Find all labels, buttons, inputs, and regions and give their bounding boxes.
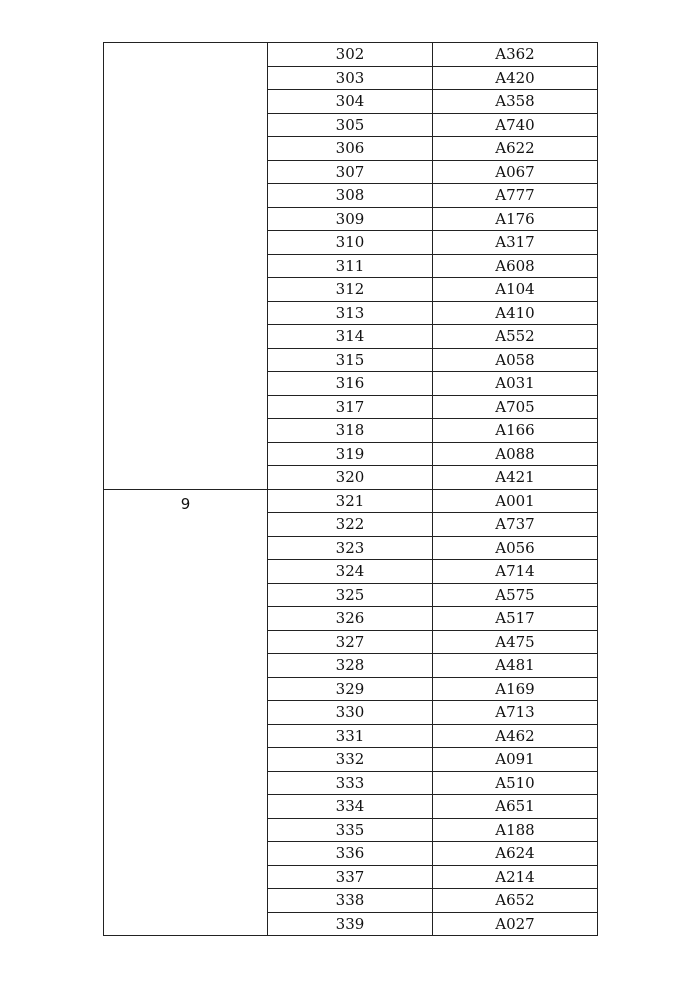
code-cell: A475 xyxy=(433,630,598,654)
sequence-number-cell: 338 xyxy=(268,889,433,913)
code-cell: A214 xyxy=(433,865,598,889)
sequence-number-cell: 316 xyxy=(268,372,433,396)
sequence-number-cell: 318 xyxy=(268,419,433,443)
sequence-number-cell: 336 xyxy=(268,842,433,866)
group-number-cell xyxy=(104,43,268,490)
code-cell: A510 xyxy=(433,771,598,795)
group-number-cell: 9 xyxy=(104,489,268,936)
code-cell: A091 xyxy=(433,748,598,772)
table-row xyxy=(104,489,598,513)
sequence-number-cell: 312 xyxy=(268,278,433,302)
sequence-number-cell: 326 xyxy=(268,607,433,631)
sequence-number-cell: 333 xyxy=(268,771,433,795)
code-cell: A552 xyxy=(433,325,598,349)
sequence-number-cell: 334 xyxy=(268,795,433,819)
code-cell: A056 xyxy=(433,536,598,560)
sequence-number-cell: 320 xyxy=(268,466,433,490)
sequence-number-cell: 323 xyxy=(268,536,433,560)
code-cell: A421 xyxy=(433,466,598,490)
code-cell: A001 xyxy=(433,489,598,513)
code-cell: A420 xyxy=(433,66,598,90)
assignment-table xyxy=(103,42,598,936)
sequence-number-cell: 306 xyxy=(268,137,433,161)
sequence-number-cell: 324 xyxy=(268,560,433,584)
code-cell: A575 xyxy=(433,583,598,607)
table-row xyxy=(104,43,598,67)
code-cell: A608 xyxy=(433,254,598,278)
sequence-number-cell: 313 xyxy=(268,301,433,325)
sequence-number-cell: 331 xyxy=(268,724,433,748)
sequence-number-cell: 328 xyxy=(268,654,433,678)
code-cell: A067 xyxy=(433,160,598,184)
code-cell: A740 xyxy=(433,113,598,137)
sequence-number-cell: 317 xyxy=(268,395,433,419)
code-cell: A358 xyxy=(433,90,598,114)
sequence-number-cell: 329 xyxy=(268,677,433,701)
code-cell: A188 xyxy=(433,818,598,842)
sequence-number-cell: 339 xyxy=(268,912,433,936)
code-cell: A462 xyxy=(433,724,598,748)
sequence-number-cell: 302 xyxy=(268,43,433,67)
code-cell: A651 xyxy=(433,795,598,819)
code-cell: A777 xyxy=(433,184,598,208)
sequence-number-cell: 330 xyxy=(268,701,433,725)
code-cell: A169 xyxy=(433,677,598,701)
sequence-number-cell: 315 xyxy=(268,348,433,372)
sequence-number-cell: 325 xyxy=(268,583,433,607)
code-cell: A058 xyxy=(433,348,598,372)
code-cell: A362 xyxy=(433,43,598,67)
code-cell: A166 xyxy=(433,419,598,443)
sequence-number-cell: 319 xyxy=(268,442,433,466)
code-cell: A737 xyxy=(433,513,598,537)
code-cell: A088 xyxy=(433,442,598,466)
sequence-number-cell: 303 xyxy=(268,66,433,90)
code-cell: A517 xyxy=(433,607,598,631)
code-cell: A027 xyxy=(433,912,598,936)
sequence-number-cell: 332 xyxy=(268,748,433,772)
code-cell: A652 xyxy=(433,889,598,913)
table-body xyxy=(104,43,598,936)
code-cell: A481 xyxy=(433,654,598,678)
sequence-number-cell: 321 xyxy=(268,489,433,513)
sequence-number-cell: 337 xyxy=(268,865,433,889)
code-cell: A410 xyxy=(433,301,598,325)
code-cell: A624 xyxy=(433,842,598,866)
code-cell: A622 xyxy=(433,137,598,161)
code-cell: A176 xyxy=(433,207,598,231)
code-cell: A104 xyxy=(433,278,598,302)
sequence-number-cell: 310 xyxy=(268,231,433,255)
code-cell: A705 xyxy=(433,395,598,419)
sequence-number-cell: 308 xyxy=(268,184,433,208)
sequence-number-cell: 309 xyxy=(268,207,433,231)
sequence-number-cell: 307 xyxy=(268,160,433,184)
sequence-number-cell: 322 xyxy=(268,513,433,537)
code-cell: A713 xyxy=(433,701,598,725)
sequence-number-cell: 335 xyxy=(268,818,433,842)
sequence-number-cell: 311 xyxy=(268,254,433,278)
code-cell: A714 xyxy=(433,560,598,584)
code-cell: A317 xyxy=(433,231,598,255)
code-cell: A031 xyxy=(433,372,598,396)
sequence-number-cell: 327 xyxy=(268,630,433,654)
sequence-number-cell: 305 xyxy=(268,113,433,137)
sequence-number-cell: 304 xyxy=(268,90,433,114)
sequence-number-cell: 314 xyxy=(268,325,433,349)
